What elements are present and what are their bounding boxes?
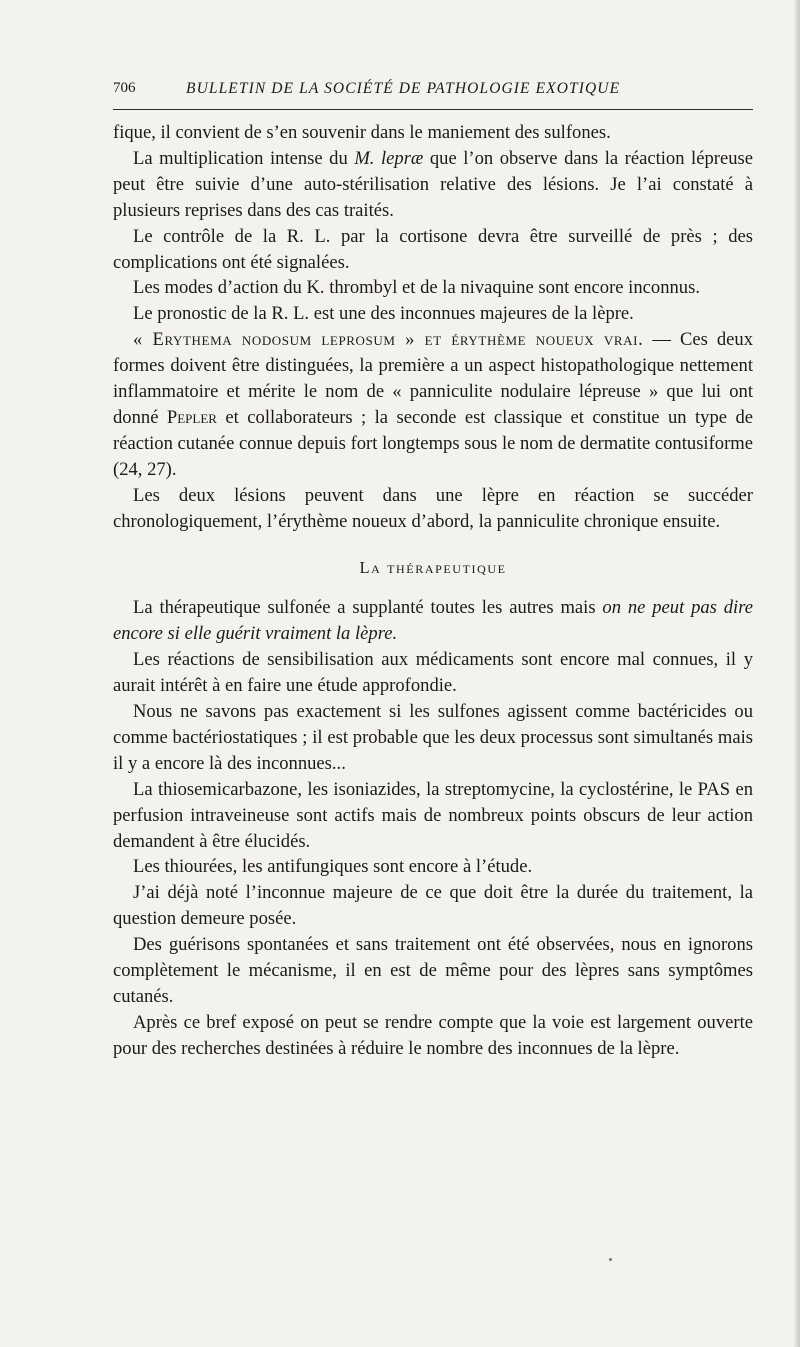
paragraph-erythema: [113, 327, 753, 482]
text-run: et collaborateurs ; la seconde est classique et constitue un type de réaction cutanée connue depuis fort longtemps sous le nom de dermatite contusiforme (24, 27).: [113, 406, 753, 480]
paragraph-guerisons: Des guérisons spontanées et sans traitement ont été observées, nous en ignorons complètement le mécanisme, il en est de même pour des lèpres sans symptômes cutanés.: [113, 934, 753, 1007]
paragraph-lesions: Les deux lésions peuvent dans une lèpre en réaction se succéder chronologiquement, l’érythème noueux d’abord, la panniculite chronique ensuite.: [113, 484, 753, 532]
article-body: [113, 120, 753, 1062]
paragraph-conclusion: Après ce bref exposé on peut se rendre compte que la voie est largement ouverte pour des recherches destinées à réduire le nombre des inconnues de la lèpre.: [113, 1011, 753, 1059]
text-run: La thérapeutique sulfonée a supplanté toutes les autres mais: [133, 597, 603, 619]
text-run: La multiplication intense du: [133, 147, 355, 169]
italic-text: on ne peut pas dire encore si elle guérit vraiment la lèpre.: [113, 597, 753, 645]
running-header: [113, 80, 753, 102]
paragraph-therapeutique: [113, 595, 753, 647]
paragraph-continuation: fique, il convient de s’en souvenir dans le maniement des sulfones.: [113, 122, 611, 143]
paragraph-cortisone: Le contrôle de la R. L. par la cortisone devra être surveillé de près ; des complications ont été signalées.: [113, 225, 753, 273]
text-run: que l’on observe dans la réaction lépreuse peut être suivie d’une auto-stérilisation relative des lésions. Je l’ai constaté à plusieurs reprises dans des cas traités.: [113, 147, 753, 221]
paragraph-thiourees: Les thiourées, les antifungiques sont encore à l’étude.: [133, 856, 533, 878]
stray-dot: [609, 1258, 612, 1261]
paragraph-thrombyl: Les modes d’action du K. thrombyl et de la nivaquine sont encore inconnus.: [133, 277, 700, 299]
paragraph-multiplication: [113, 146, 753, 224]
paragraph-sensibilisation: Les réactions de sensibilisation aux médicaments sont encore mal connues, il y aurait intérêt à en faire une étude approfondie.: [113, 649, 753, 697]
paragraph-sulfones: Nous ne savons pas exactement si les sulfones agissent comme bactéricides ou comme bactériostatiques ; il est probable que les deux processus sont simultanés mais il y a encore là des inconnues...: [113, 701, 753, 774]
header-rule: [113, 109, 753, 110]
paragraph-thiosemicarbazone: La thiosemicarbazone, les isoniazides, la streptomycine, la cyclostérine, le PAS en perfusion intraveineuse sont actifs mais de nombreux points obscurs de leur action demandent à être élucidés.: [113, 778, 753, 852]
subheading-erythema: « Erythema nodosum leprosum » et érythème noueux vrai.: [133, 329, 644, 351]
species-name: M. lepræ: [354, 147, 424, 169]
page-edge-shadow: [794, 0, 800, 1347]
paragraph-pronostic: Le pronostic de la R. L. est une des inconnues majeures de la lèpre.: [133, 303, 634, 325]
section-heading: La thérapeutique: [359, 557, 507, 577]
author-name: Pepler: [166, 406, 217, 428]
page-number: 706: [113, 80, 136, 96]
journal-title: BULLETIN DE LA SOCIÉTÉ DE PATHOLOGIE EXOTIQUE: [186, 80, 621, 97]
text-run: — Ces deux formes doivent être distinguées, la première a un aspect histopathologique nettement inflammatoire et mérite le nom de « panniculite nodulaire lépreuse » que lui ont donné: [113, 329, 753, 428]
paragraph-duree: J’ai déjà noté l’inconnue majeure de ce que doit être la durée du traitement, la question demeure posée.: [113, 882, 753, 930]
